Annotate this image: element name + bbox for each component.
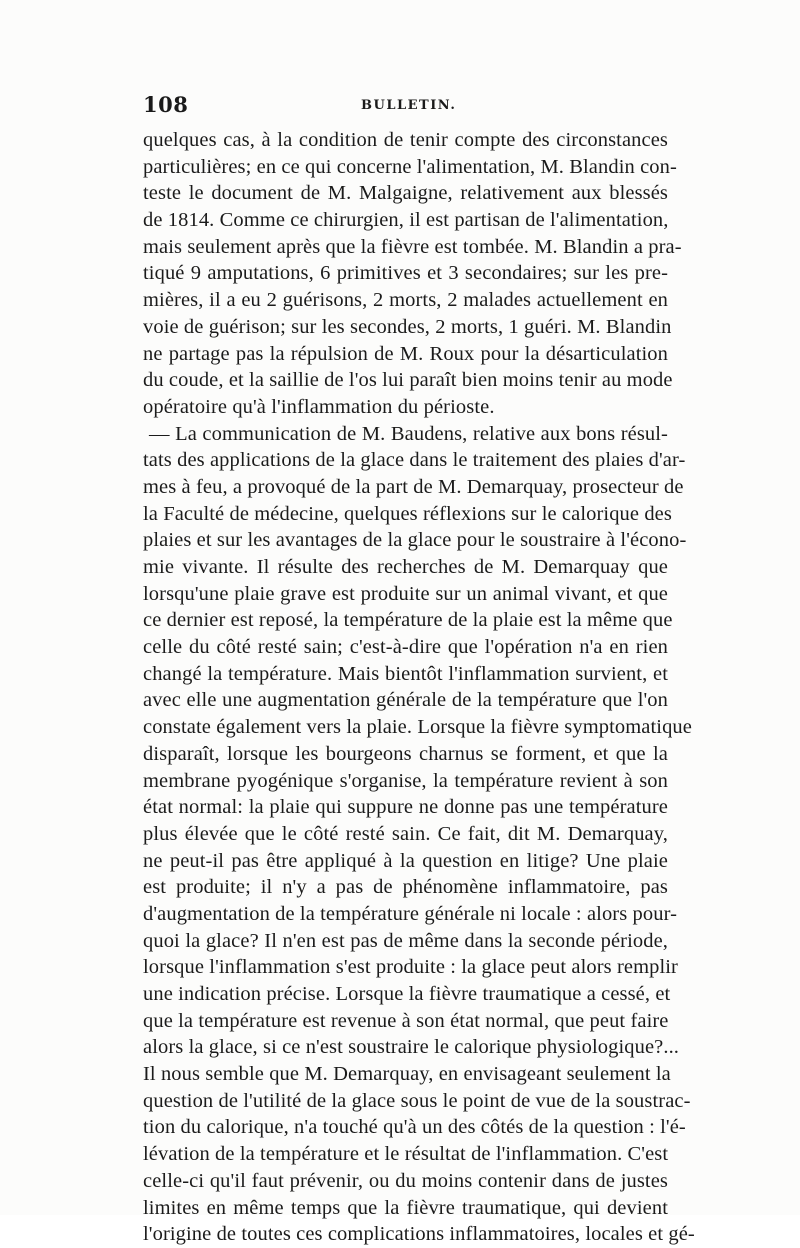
text-line: quoi la glace? Il n'en est pas de même dans la seconde période, [143, 929, 668, 952]
text-line: tats des applications de la glace dans le traitement des plaies d'ar- [143, 449, 686, 472]
text-line: limites en même temps que la fièvre traumatique, qui devient [143, 1196, 668, 1219]
text-line: celle du côté resté sain; c'est-à-dire que l'opération n'a en rien [143, 636, 668, 659]
text-line: tion du calorique, n'a touché qu'à un des côtés de la question : l'é- [143, 1116, 686, 1139]
page-header [143, 92, 668, 122]
text-line: disparaît, lorsque les bourgeons charnus se forment, et que la [143, 742, 668, 765]
text-line: ne partage pas la répulsion de M. Roux pour la désarticulation [143, 342, 668, 365]
text-line: lorsque l'inflammation s'est produite : la glace peut alors remplir [143, 956, 678, 979]
body-text [143, 127, 695, 1248]
text-line: d'augmentation de la température générale ni locale : alors pour- [143, 902, 678, 925]
text-line: voie de guérison; sur les secondes, 2 morts, 1 guéri. M. Blandin [143, 315, 672, 338]
text-line: question de l'utilité de la glace sous le point de vue de la soustrac- [143, 1089, 691, 1112]
text-line: est produite; il n'y a pas de phénomène inflammatoire, pas [143, 876, 668, 899]
text-line: lorsqu'une plaie grave est produite sur un animal vivant, et que [143, 582, 668, 605]
text-line: tiqué 9 amputations, 6 primitives et 3 secondaires; sur les pre- [143, 262, 668, 285]
text-line: alors la glace, si ce n'est soustraire le calorique physiologique?... [143, 1036, 680, 1059]
text-line: du coude, et la saillie de l'os lui paraît bien moins tenir au mode [143, 369, 673, 392]
text-line: Il nous semble que M. Demarquay, en envisageant seulement la [143, 1063, 671, 1086]
text-line: de 1814. Comme ce chirurgien, il est partisan de l'alimentation, [143, 209, 669, 232]
text-line: constate également vers la plaie. Lorsque la fièvre symptomatique [143, 716, 692, 739]
text-line: mie vivante. Il résulte des recherches de M. Demarquay que [143, 556, 668, 578]
text-line: la Faculté de médecine, quelques réflexions sur le calorique des [143, 502, 672, 525]
text-line: une indication précise. Lorsque la fièvre traumatique a cessé, et [143, 983, 671, 1005]
text-line: plaies et sur les avantages de la glace pour le soustraire à l'écono- [143, 529, 687, 552]
text-line: mières, il a eu 2 guérisons, 2 morts, 2 malades actuellement en [143, 289, 668, 312]
text-line: teste le document de M. Malgaigne, relativement aux blessés [143, 182, 668, 205]
text-line: quelques cas, à la condition de tenir compte des circonstances [143, 129, 668, 151]
text-line: mais seulement après que la fièvre est tombée. M. Blandin a pra- [143, 235, 682, 258]
text-line: particulières; en ce qui concerne l'alimentation, M. Blandin con- [143, 155, 677, 178]
text-line: — La communication de M. Baudens, relative aux bons résul- [149, 422, 668, 445]
text-line: ne peut-il pas être appliqué à la question en litige? Une plaie [143, 849, 668, 872]
text-line: ce dernier est reposé, la température de la plaie est la même que [143, 609, 673, 632]
text-line: plus élevée que le côté resté sain. Ce fait, dit M. Demarquay, [143, 822, 668, 845]
text-line: membrane pyogénique s'organise, la température revient à son [143, 769, 668, 792]
text-line: avec elle une augmentation générale de la température que l'on [143, 689, 668, 712]
text-line: opératoire qu'à l'inflammation du périoste. [143, 395, 495, 418]
text-line: l'origine de toutes ces complications inflammatoires, locales et gé- [143, 1223, 695, 1246]
text-line: celle-ci qu'il faut prévenir, ou du moins contenir dans de justes [143, 1169, 668, 1192]
text-line: mes à feu, a provoqué de la part de M. Demarquay, prosecteur de [143, 475, 684, 498]
page-number: 108 [143, 92, 189, 117]
text-line: lévation de la température et le résultat de l'inflammation. C'est [143, 1143, 669, 1166]
text-line: que la température est revenue à son état normal, que peut faire [143, 1009, 669, 1032]
text-line: état normal: la plaie qui suppure ne donne pas une température [143, 796, 668, 819]
running-head: BULLETIN. [361, 98, 457, 113]
text-line: changé la température. Mais bientôt l'inflammation survient, et [143, 662, 668, 685]
